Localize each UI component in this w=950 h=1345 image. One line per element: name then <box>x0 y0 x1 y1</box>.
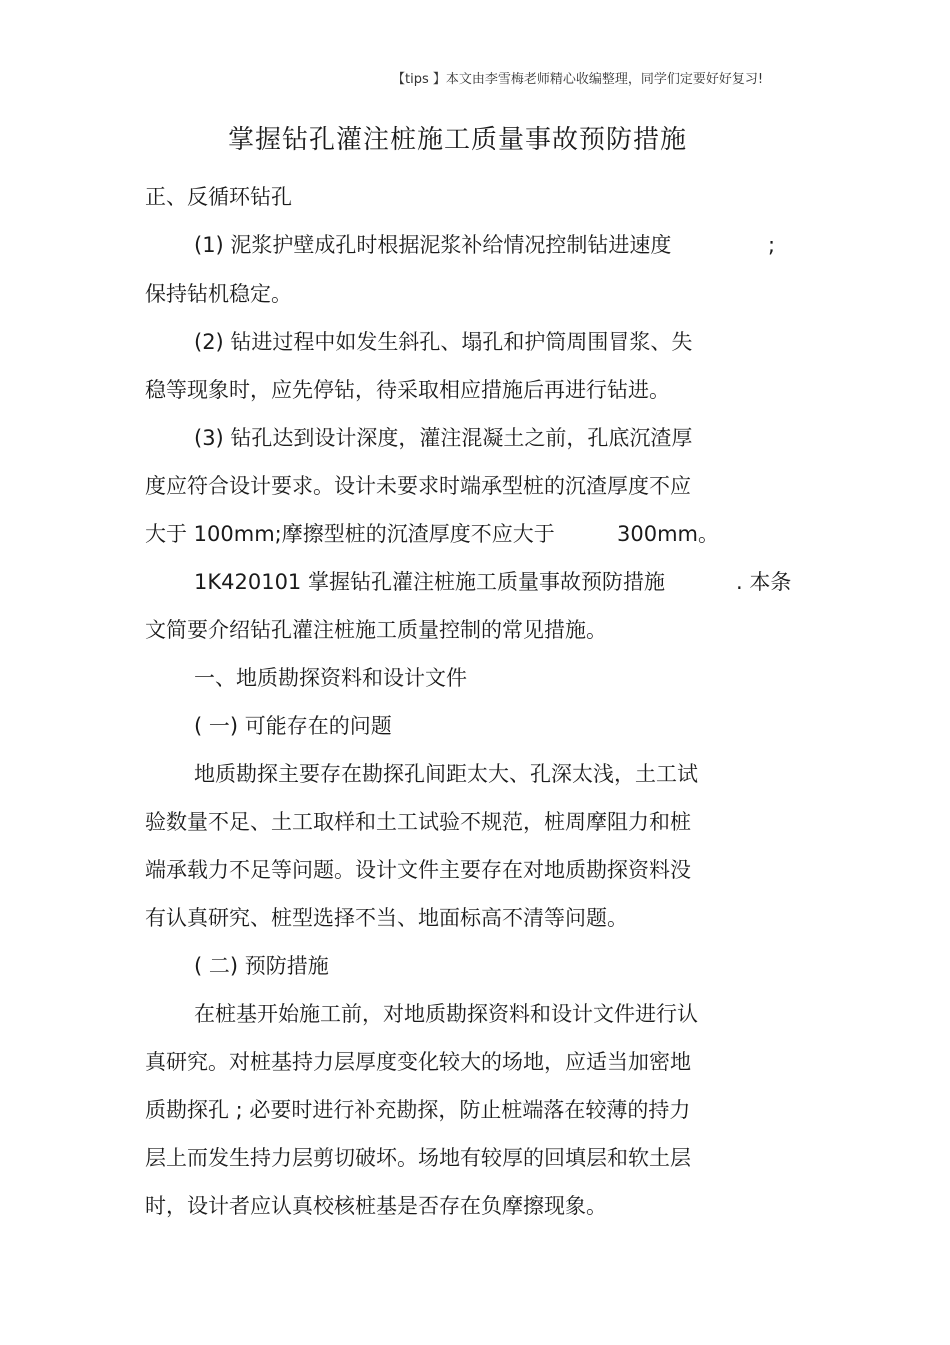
paragraph-line: 度应符合设计要求。设计未要求时端承型桩的沉渣厚度不应 <box>145 474 691 498</box>
paragraph-line: 在桩基开始施工前，对地质勘探资料和设计文件进行认 <box>194 1002 698 1026</box>
subsection-heading: ( 二) 预防措施 <box>194 954 329 978</box>
subsection-heading: ( 一) 可能存在的问题 <box>194 714 392 738</box>
page-title: 掌握钻孔灌注桩施工质量事故预防措施 <box>227 125 687 155</box>
paragraph-line: ; <box>768 233 776 257</box>
paragraph-line: 端承载力不足等问题。设计文件主要存在对地质勘探资料没 <box>145 858 691 882</box>
paragraph-line: 质勘探孔 ; 必要时进行补充勘探，防止桩端落在较薄的持力 <box>145 1098 691 1122</box>
paragraph-line: 有认真研究、桩型选择不当、地面标高不清等问题。 <box>145 906 628 930</box>
paragraph-line: 地质勘探主要存在勘探孔间距太大、孔深太浅，土工试 <box>194 762 698 786</box>
paragraph-line: 文简要介绍钻孔灌注桩施工质量控制的常见措施。 <box>145 618 607 642</box>
tips-note: 【tips 】本文由李雪梅老师精心收编整理，同学们定要好好复习! <box>392 72 764 87</box>
paragraph-line: 时，设计者应认真校核桩基是否存在负摩擦现象。 <box>145 1194 607 1218</box>
paragraph-line: 稳等现象时，应先停钻，待采取相应措施后再进行钻进。 <box>145 378 670 402</box>
paragraph-line: 验数量不足、土工取样和土工试验不规范，桩周摩阻力和桩 <box>145 810 691 834</box>
paragraph-line: 大于 100mm;摩擦型桩的沉渣厚度不应大于 <box>145 522 555 546</box>
paragraph-line: 真研究。对桩基持力层厚度变化较大的场地，应适当加密地 <box>145 1050 691 1074</box>
paragraph-line: (1) 泥浆护壁成孔时根据泥浆补给情况控制钻进速度 <box>194 233 672 257</box>
paragraph-line: (3) 钻孔达到设计深度，灌注混凝土之前，孔底沉渣厚 <box>194 426 693 450</box>
paragraph-line: . 本条 <box>736 570 792 594</box>
paragraph-line: 保持钻机稳定。 <box>145 282 292 306</box>
paragraph-line: 300mm。 <box>617 522 719 546</box>
section-heading: 一、地质勘探资料和设计文件 <box>194 666 467 690</box>
paragraph-line: 1K420101 掌握钻孔灌注桩施工质量事故预防措施 <box>194 570 665 594</box>
paragraph-line: (2) 钻进过程中如发生斜孔、塌孔和护筒周围冒浆、失 <box>194 330 693 354</box>
section-heading: 正、反循环钻孔 <box>145 185 292 209</box>
paragraph-line: 层上而发生持力层剪切破坏。场地有较厚的回填层和软土层 <box>145 1146 691 1170</box>
